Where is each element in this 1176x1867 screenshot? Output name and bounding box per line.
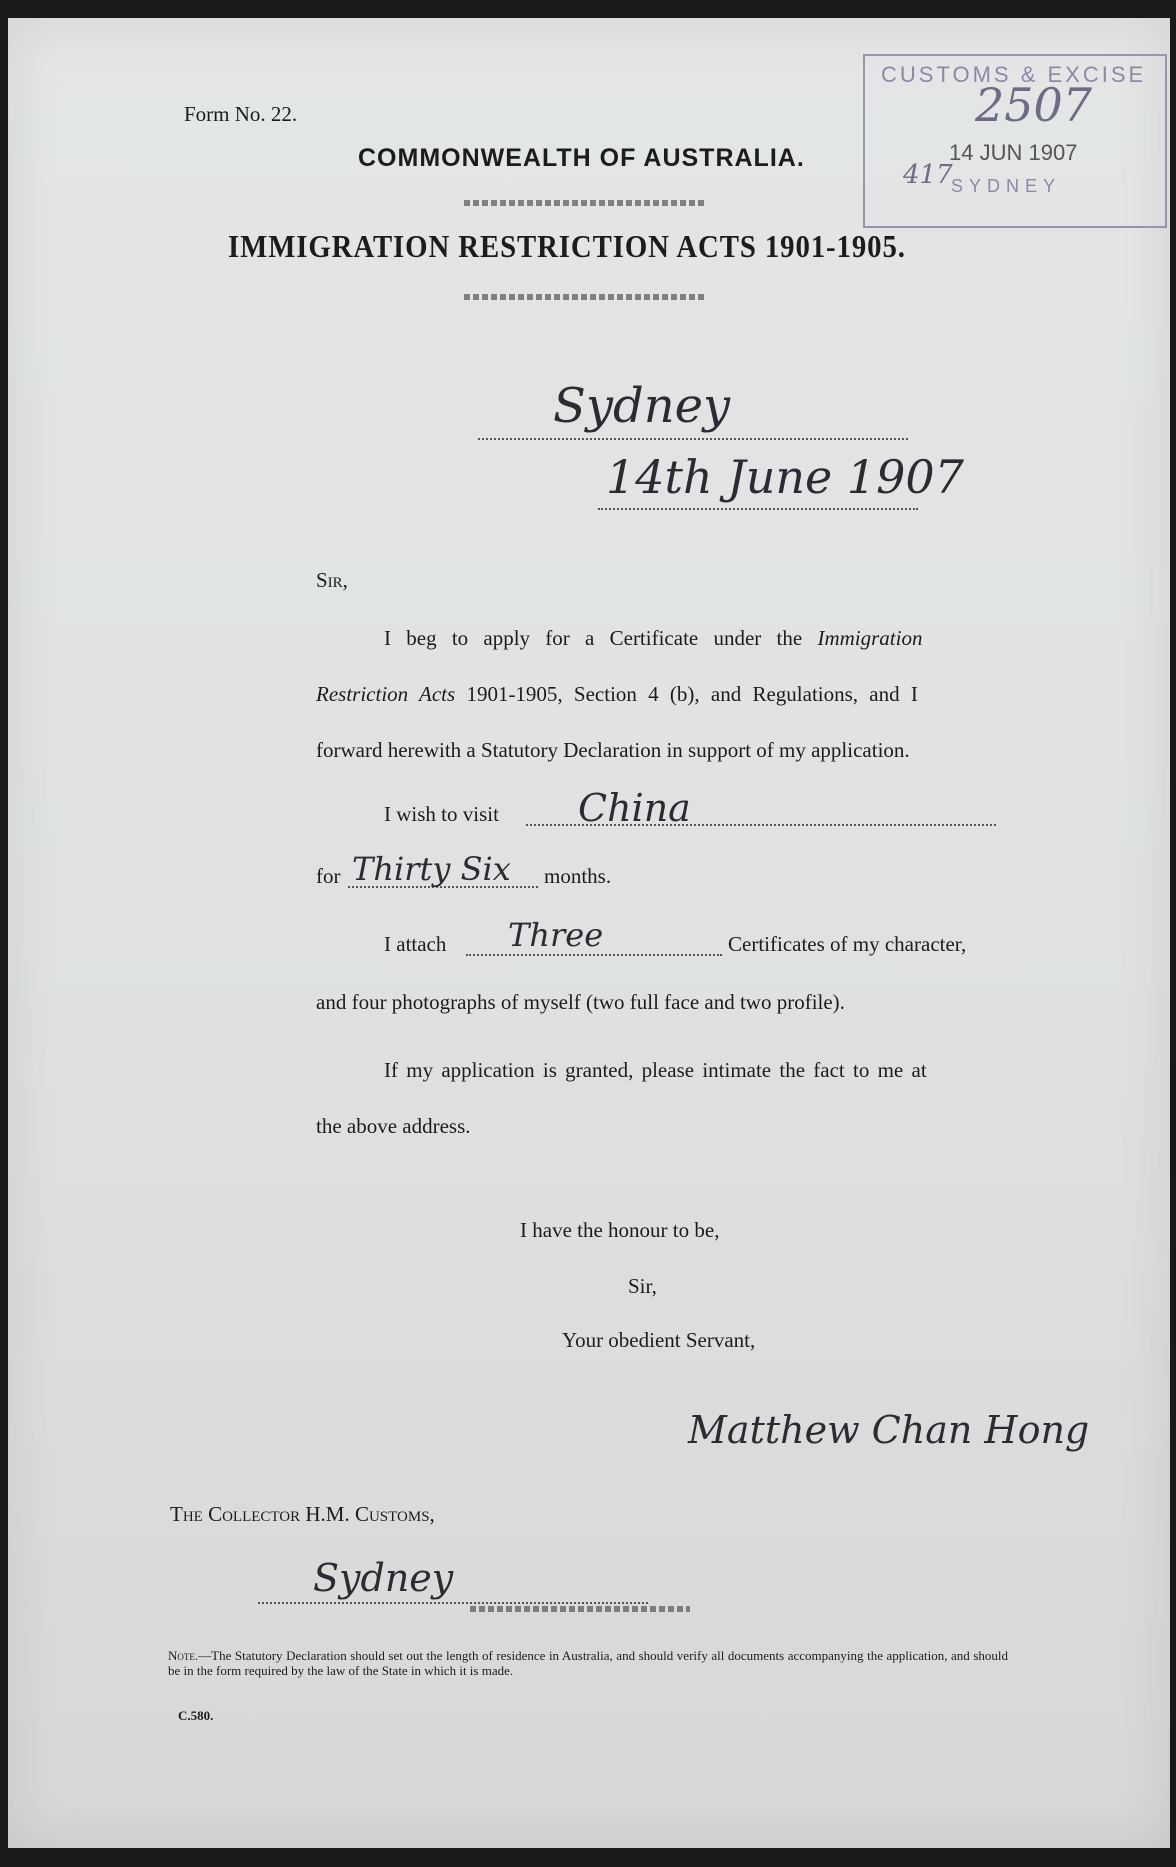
customs-stamp [863,54,1167,228]
for-label: for [316,864,341,888]
closing-sir: Sir, [628,1274,657,1298]
para1-line1: I beg to apply for a Certificate under the Immigration [384,626,923,650]
stamp-city: SYDNEY [951,176,1062,196]
ornament-rule [464,294,704,300]
visit-label: I wish to visit [384,802,499,826]
for-suffix: months. [544,864,612,888]
place-value: Sydney [553,378,731,434]
stamp-number: 2507 [975,78,1093,132]
stamp-note: 417 [903,160,953,190]
for-value: Thirty Six [352,850,511,888]
attach-label: I attach [384,932,447,956]
ornament-rule [464,200,704,206]
footer-note: Note.—The Statutory Declaration should set out the length of residence in Australia, and should verify all documents accompanying the application, and should be in the form required by the law of the State in which it is made. [168,1648,1008,1678]
ornament-rule [470,1606,690,1612]
date-value: 14th June 1907 [606,450,964,504]
signature: Matthew Chan Hong [688,1408,1090,1452]
closing-honour: I have the honour to be, [520,1218,720,1242]
addressee-place: Sydney [313,1556,454,1600]
acts-heading: IMMIGRATION RESTRICTION ACTS 1901-1905. [228,228,906,264]
attach-suffix: Certificates of my character, [728,932,967,956]
stamp-date: 14 JUN 1907 [949,140,1078,165]
attach-value: Three [508,916,604,954]
form-code: C.580. [178,1708,214,1723]
commonwealth-heading: COMMONWEALTH OF AUSTRALIA. [358,144,805,172]
closing-servant: Your obedient Servant, [562,1328,756,1352]
addressee-title: The Collector H.M. Customs, [170,1502,435,1526]
photos-line: and four photographs of myself (two full face and two profile). [316,990,845,1014]
salutation: Sir, [316,568,348,592]
para1-line3: forward herewith a Statutory Declaration in support of my application. [316,738,910,762]
document-page [8,18,1170,1848]
granted-line2: the above address. [316,1114,471,1138]
form-number: Form No. 22. [184,102,298,126]
granted-line1: If my application is granted, please intimate the fact to me at [384,1058,927,1082]
visit-value: China [578,786,691,830]
stamp-header: CUSTOMS & EXCISE [881,62,1147,87]
para1-line2: Restriction Acts 1901-1905, Section 4 (b), and Regulations, and I [316,682,918,706]
